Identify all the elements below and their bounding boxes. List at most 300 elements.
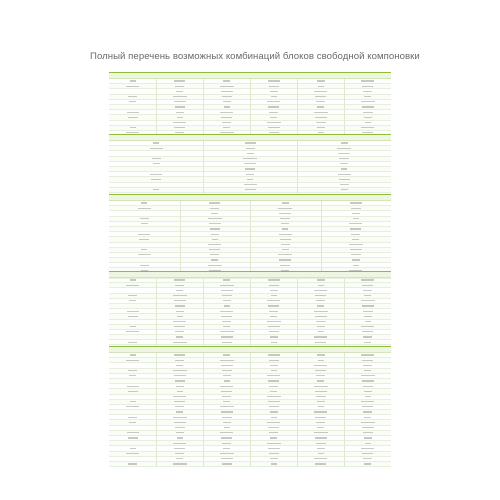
table-cell (173, 463, 187, 464)
table-cell (267, 443, 281, 444)
table-cell (223, 354, 230, 355)
table-cell (223, 101, 231, 102)
table-cell (361, 279, 374, 280)
table-cell (129, 422, 136, 423)
table-cell (362, 453, 373, 454)
table-cell (174, 326, 185, 327)
table-cell (246, 148, 255, 149)
table-cell (130, 448, 136, 449)
table-cell (362, 106, 374, 107)
table-cell (270, 391, 277, 392)
table-cell (220, 311, 233, 312)
table-cell (151, 179, 161, 180)
table-cell (173, 122, 186, 123)
table-cell (365, 321, 371, 322)
table-cell (314, 386, 328, 387)
table-cell (129, 375, 136, 376)
table-cell (174, 300, 186, 301)
table-cell (353, 218, 359, 219)
table-cell (209, 223, 221, 224)
table-cell (129, 300, 136, 301)
table-cell (153, 142, 159, 143)
table-cell (220, 112, 233, 113)
table-cell (174, 448, 185, 449)
table-cell (267, 375, 280, 376)
table-header (109, 340, 391, 347)
table-cell (175, 285, 184, 286)
table-cell (339, 179, 350, 180)
table-cell (271, 295, 277, 296)
table-cell (138, 254, 151, 255)
table-cell (211, 213, 218, 214)
table-cell (212, 239, 218, 240)
table-cell (127, 112, 139, 113)
table-cell (176, 411, 183, 412)
table-cell (314, 365, 327, 366)
table-cell (269, 331, 279, 332)
table-cell (268, 354, 280, 355)
table-cell (364, 463, 371, 464)
table-cell (268, 106, 279, 107)
table-cell (361, 101, 375, 102)
column-separator (203, 353, 204, 467)
table-cell (221, 365, 233, 366)
table-cell (223, 326, 230, 327)
table-cell (128, 117, 138, 118)
table-cell (223, 279, 230, 280)
table-cell (223, 80, 230, 81)
table-cell (267, 321, 281, 322)
table-cell (364, 316, 372, 317)
table-cell (364, 370, 371, 371)
table-cell (279, 213, 291, 214)
table-cell (281, 244, 290, 245)
table-cell (128, 417, 137, 418)
table-cell (317, 279, 325, 280)
table-cell (363, 432, 373, 433)
table-cell (270, 437, 277, 438)
table-cell (316, 443, 326, 444)
table-cell (364, 117, 372, 118)
table-cell (270, 458, 278, 459)
table-cell (271, 463, 277, 464)
table-cell (364, 96, 371, 97)
table-cell (318, 453, 324, 454)
table-cell (315, 96, 326, 97)
table-cell (245, 142, 256, 143)
table-cell (280, 239, 291, 240)
table-cell (365, 443, 371, 444)
table-cell (314, 411, 327, 412)
table-cell (362, 360, 373, 361)
table-cell (128, 96, 137, 97)
table-cell (269, 112, 278, 113)
table-cell (362, 305, 374, 306)
table-cell (220, 86, 234, 87)
table-cell (222, 370, 232, 371)
table-cell (365, 396, 371, 397)
table-cell (352, 213, 360, 214)
table-cell (341, 142, 348, 143)
table-cell (222, 295, 232, 296)
table-cell (173, 321, 186, 322)
table-cell (363, 311, 373, 312)
table-cell (245, 168, 255, 169)
table-cell (338, 174, 351, 175)
table-cell (224, 427, 230, 428)
table-cell (175, 360, 184, 361)
table-cell (174, 80, 185, 81)
table-cell (270, 117, 277, 118)
table-cell (128, 316, 138, 317)
table-cell (362, 380, 374, 381)
table-cell (224, 380, 230, 381)
table-cell (247, 179, 253, 180)
table-cell (128, 370, 137, 371)
table-cell (220, 386, 233, 387)
table-cell (208, 244, 221, 245)
table-cell (361, 375, 375, 376)
table-cell (351, 234, 360, 235)
table-cell (316, 422, 325, 423)
table-cell (176, 432, 184, 433)
table-cell (363, 458, 372, 459)
table-cell (363, 112, 373, 113)
table-cell (362, 406, 373, 407)
table-cell (314, 336, 327, 337)
table-cell (267, 122, 281, 123)
table-cell (363, 386, 373, 387)
table-cell (316, 101, 325, 102)
table-cell (351, 208, 361, 209)
table-cell (280, 218, 290, 219)
table-cell (173, 370, 187, 371)
table-cell (268, 326, 280, 327)
table-cell (267, 300, 280, 301)
table-cell (130, 279, 136, 280)
table-cell (173, 417, 187, 418)
table-cell (362, 86, 373, 87)
table-cell (282, 202, 289, 203)
table-body (109, 353, 391, 467)
table-cell (210, 254, 219, 255)
table-cell (177, 437, 183, 438)
table-cell (211, 234, 219, 235)
table-cell (222, 122, 231, 123)
table-cell (150, 174, 162, 175)
table-cell (222, 443, 231, 444)
table-cell (174, 354, 185, 355)
table-cell (174, 422, 186, 423)
table-cell (220, 331, 234, 332)
table-cell (271, 370, 277, 371)
table-cell (175, 305, 185, 306)
table-cell (350, 228, 361, 229)
table-cell (221, 117, 232, 118)
table-cell (173, 96, 187, 97)
table-cell (318, 86, 324, 87)
table-cell (365, 122, 371, 123)
table-cell (210, 228, 220, 229)
table-cell (223, 300, 231, 301)
table-cell (223, 401, 230, 402)
table-cell (361, 80, 374, 81)
table-cell (270, 336, 278, 337)
table-cell (316, 396, 326, 397)
table-cell (340, 184, 349, 185)
table-cell (350, 202, 362, 203)
table-cell (175, 106, 185, 107)
table-cell (221, 411, 233, 412)
table-cell (349, 223, 362, 224)
table-cell (222, 396, 231, 397)
table-cell (173, 443, 186, 444)
table-cell (210, 208, 219, 209)
table-cell (268, 448, 280, 449)
table-cell (176, 336, 183, 337)
table-cell (128, 437, 138, 438)
table-cell (128, 391, 138, 392)
table-cell (176, 311, 184, 312)
table-cell (126, 360, 139, 361)
table-cell (363, 290, 372, 291)
table-cell (221, 290, 233, 291)
table-cell (317, 326, 325, 327)
table-cell (173, 396, 186, 397)
table-cell (211, 259, 218, 260)
table-cell (314, 432, 328, 433)
table-cell (247, 153, 254, 154)
table-cell (364, 417, 371, 418)
table-cell (269, 285, 279, 286)
combination-table-4 (109, 265, 391, 351)
table-cell (176, 365, 183, 366)
table-cell (222, 321, 231, 322)
table-cell (221, 458, 233, 459)
table-cell (317, 448, 325, 449)
table-cell (315, 417, 326, 418)
table-cell (222, 417, 232, 418)
table-cell (271, 417, 277, 418)
table-cell (352, 259, 360, 260)
table-cell (341, 168, 347, 169)
table-cell (364, 295, 371, 296)
table-cell (269, 86, 279, 87)
table-cell (220, 453, 234, 454)
table-cell (270, 365, 278, 366)
table-cell (270, 411, 278, 412)
table-cell (279, 234, 292, 235)
table-cell (220, 285, 234, 286)
table-cell (224, 106, 230, 107)
table-cell (128, 463, 137, 464)
table-cell (141, 249, 147, 250)
page-title: Полный перечень возможных комбинаций блоков свободной компоновки (90, 51, 420, 62)
table-cell (278, 254, 292, 255)
table-cell (364, 391, 372, 392)
table-cell (314, 112, 328, 113)
table-cell (127, 386, 139, 387)
table-cell (317, 106, 324, 107)
column-separator (344, 353, 345, 467)
table-cell (314, 458, 327, 459)
table-cell (314, 311, 328, 312)
table-cell (173, 295, 187, 296)
table-cell (128, 295, 137, 296)
column-separator (297, 353, 298, 467)
table-cell (208, 218, 222, 219)
table-cell (317, 354, 325, 355)
table-cell (338, 153, 350, 154)
table-cell (174, 279, 185, 280)
table-cell (141, 202, 147, 203)
table-cell (139, 239, 149, 240)
table-cell (175, 86, 184, 87)
table-header (109, 66, 391, 73)
table-cell (141, 223, 148, 224)
table-cell (174, 375, 186, 376)
table-cell (317, 380, 324, 381)
table-cell (209, 202, 220, 203)
table-cell (127, 311, 139, 312)
table-cell (175, 427, 185, 428)
table-cell (315, 463, 326, 464)
table-cell (176, 290, 183, 291)
table-cell (175, 331, 184, 332)
table-cell (268, 380, 279, 381)
table-cell (221, 91, 233, 92)
table-cell (152, 158, 161, 159)
table-cell (362, 285, 373, 286)
table-cell (176, 112, 184, 113)
table-cell (361, 300, 375, 301)
table-cell (176, 386, 184, 387)
table-cell (126, 285, 139, 286)
table-cell (315, 437, 327, 438)
table-cell (268, 80, 280, 81)
table-cell (269, 311, 278, 312)
table-cell (318, 331, 324, 332)
table-cell (268, 427, 279, 428)
table-cell (314, 91, 327, 92)
table-cell (269, 386, 278, 387)
table-cell (270, 91, 278, 92)
table-cell (268, 305, 279, 306)
table-cell (315, 117, 327, 118)
table-cell (244, 163, 256, 164)
table-cell (244, 184, 257, 185)
table-cell (176, 458, 183, 459)
table-cell (153, 163, 160, 164)
table-cell (361, 354, 374, 355)
table-cell (351, 254, 361, 255)
table-cell (362, 427, 374, 428)
table-cell (318, 360, 324, 361)
table-cell (267, 396, 281, 397)
table-cell (271, 96, 277, 97)
table-cell (315, 295, 326, 296)
table-cell (340, 163, 348, 164)
table-cell (221, 437, 232, 438)
table-cell (223, 375, 231, 376)
table-cell (315, 391, 327, 392)
table-cell (221, 316, 232, 317)
table-cell (175, 406, 184, 407)
table-cell (318, 406, 324, 407)
table-cell (337, 148, 351, 149)
table-cell (268, 279, 280, 280)
table-cell (127, 432, 139, 433)
table-cell (361, 401, 374, 402)
table-cell (220, 432, 233, 433)
table-cell (126, 453, 139, 454)
table-cell (177, 316, 183, 317)
table-cell (352, 239, 359, 240)
table-cell (175, 453, 184, 454)
table-cell (315, 316, 327, 317)
table-cell (270, 290, 278, 291)
table-cell (177, 391, 183, 392)
column-separator (250, 353, 251, 467)
table-cell (362, 331, 373, 332)
table-cell (129, 101, 136, 102)
table-cell (315, 370, 326, 371)
table-cell (269, 360, 279, 361)
table-cell (126, 331, 139, 332)
table-cell (363, 336, 372, 337)
table-cell (269, 432, 278, 433)
table-cell (126, 86, 139, 87)
combination-table-5 (109, 340, 391, 467)
table-cell (175, 380, 185, 381)
table-cell (267, 422, 280, 423)
table-cell (220, 360, 234, 361)
table-cell (270, 316, 277, 317)
table-cell (138, 208, 151, 209)
table-cell (140, 218, 149, 219)
table-cell (269, 453, 279, 454)
table-cell (281, 223, 289, 224)
table-cell (177, 117, 183, 118)
table-cell (269, 406, 279, 407)
table-cell (130, 326, 136, 327)
table-cell (130, 354, 136, 355)
table-cell (268, 401, 280, 402)
table-cell (339, 158, 349, 159)
table-cell (246, 174, 254, 175)
table-cell (174, 401, 185, 402)
table-cell (243, 158, 257, 159)
table-cell (130, 80, 136, 81)
table-cell (126, 406, 139, 407)
table-cell (316, 300, 325, 301)
table-cell (349, 244, 363, 245)
table-cell (138, 234, 150, 235)
table-cell (363, 411, 372, 412)
table-cell (314, 290, 327, 291)
table-cell (350, 249, 362, 250)
table-cell (316, 375, 325, 376)
table-cell (316, 321, 326, 322)
table-cell (130, 401, 136, 402)
table-cell (317, 427, 324, 428)
table-cell (318, 285, 324, 286)
table-cell (209, 249, 220, 250)
table-cell (223, 422, 231, 423)
table-cell (363, 365, 372, 366)
table-cell (361, 448, 374, 449)
table-cell (222, 96, 232, 97)
